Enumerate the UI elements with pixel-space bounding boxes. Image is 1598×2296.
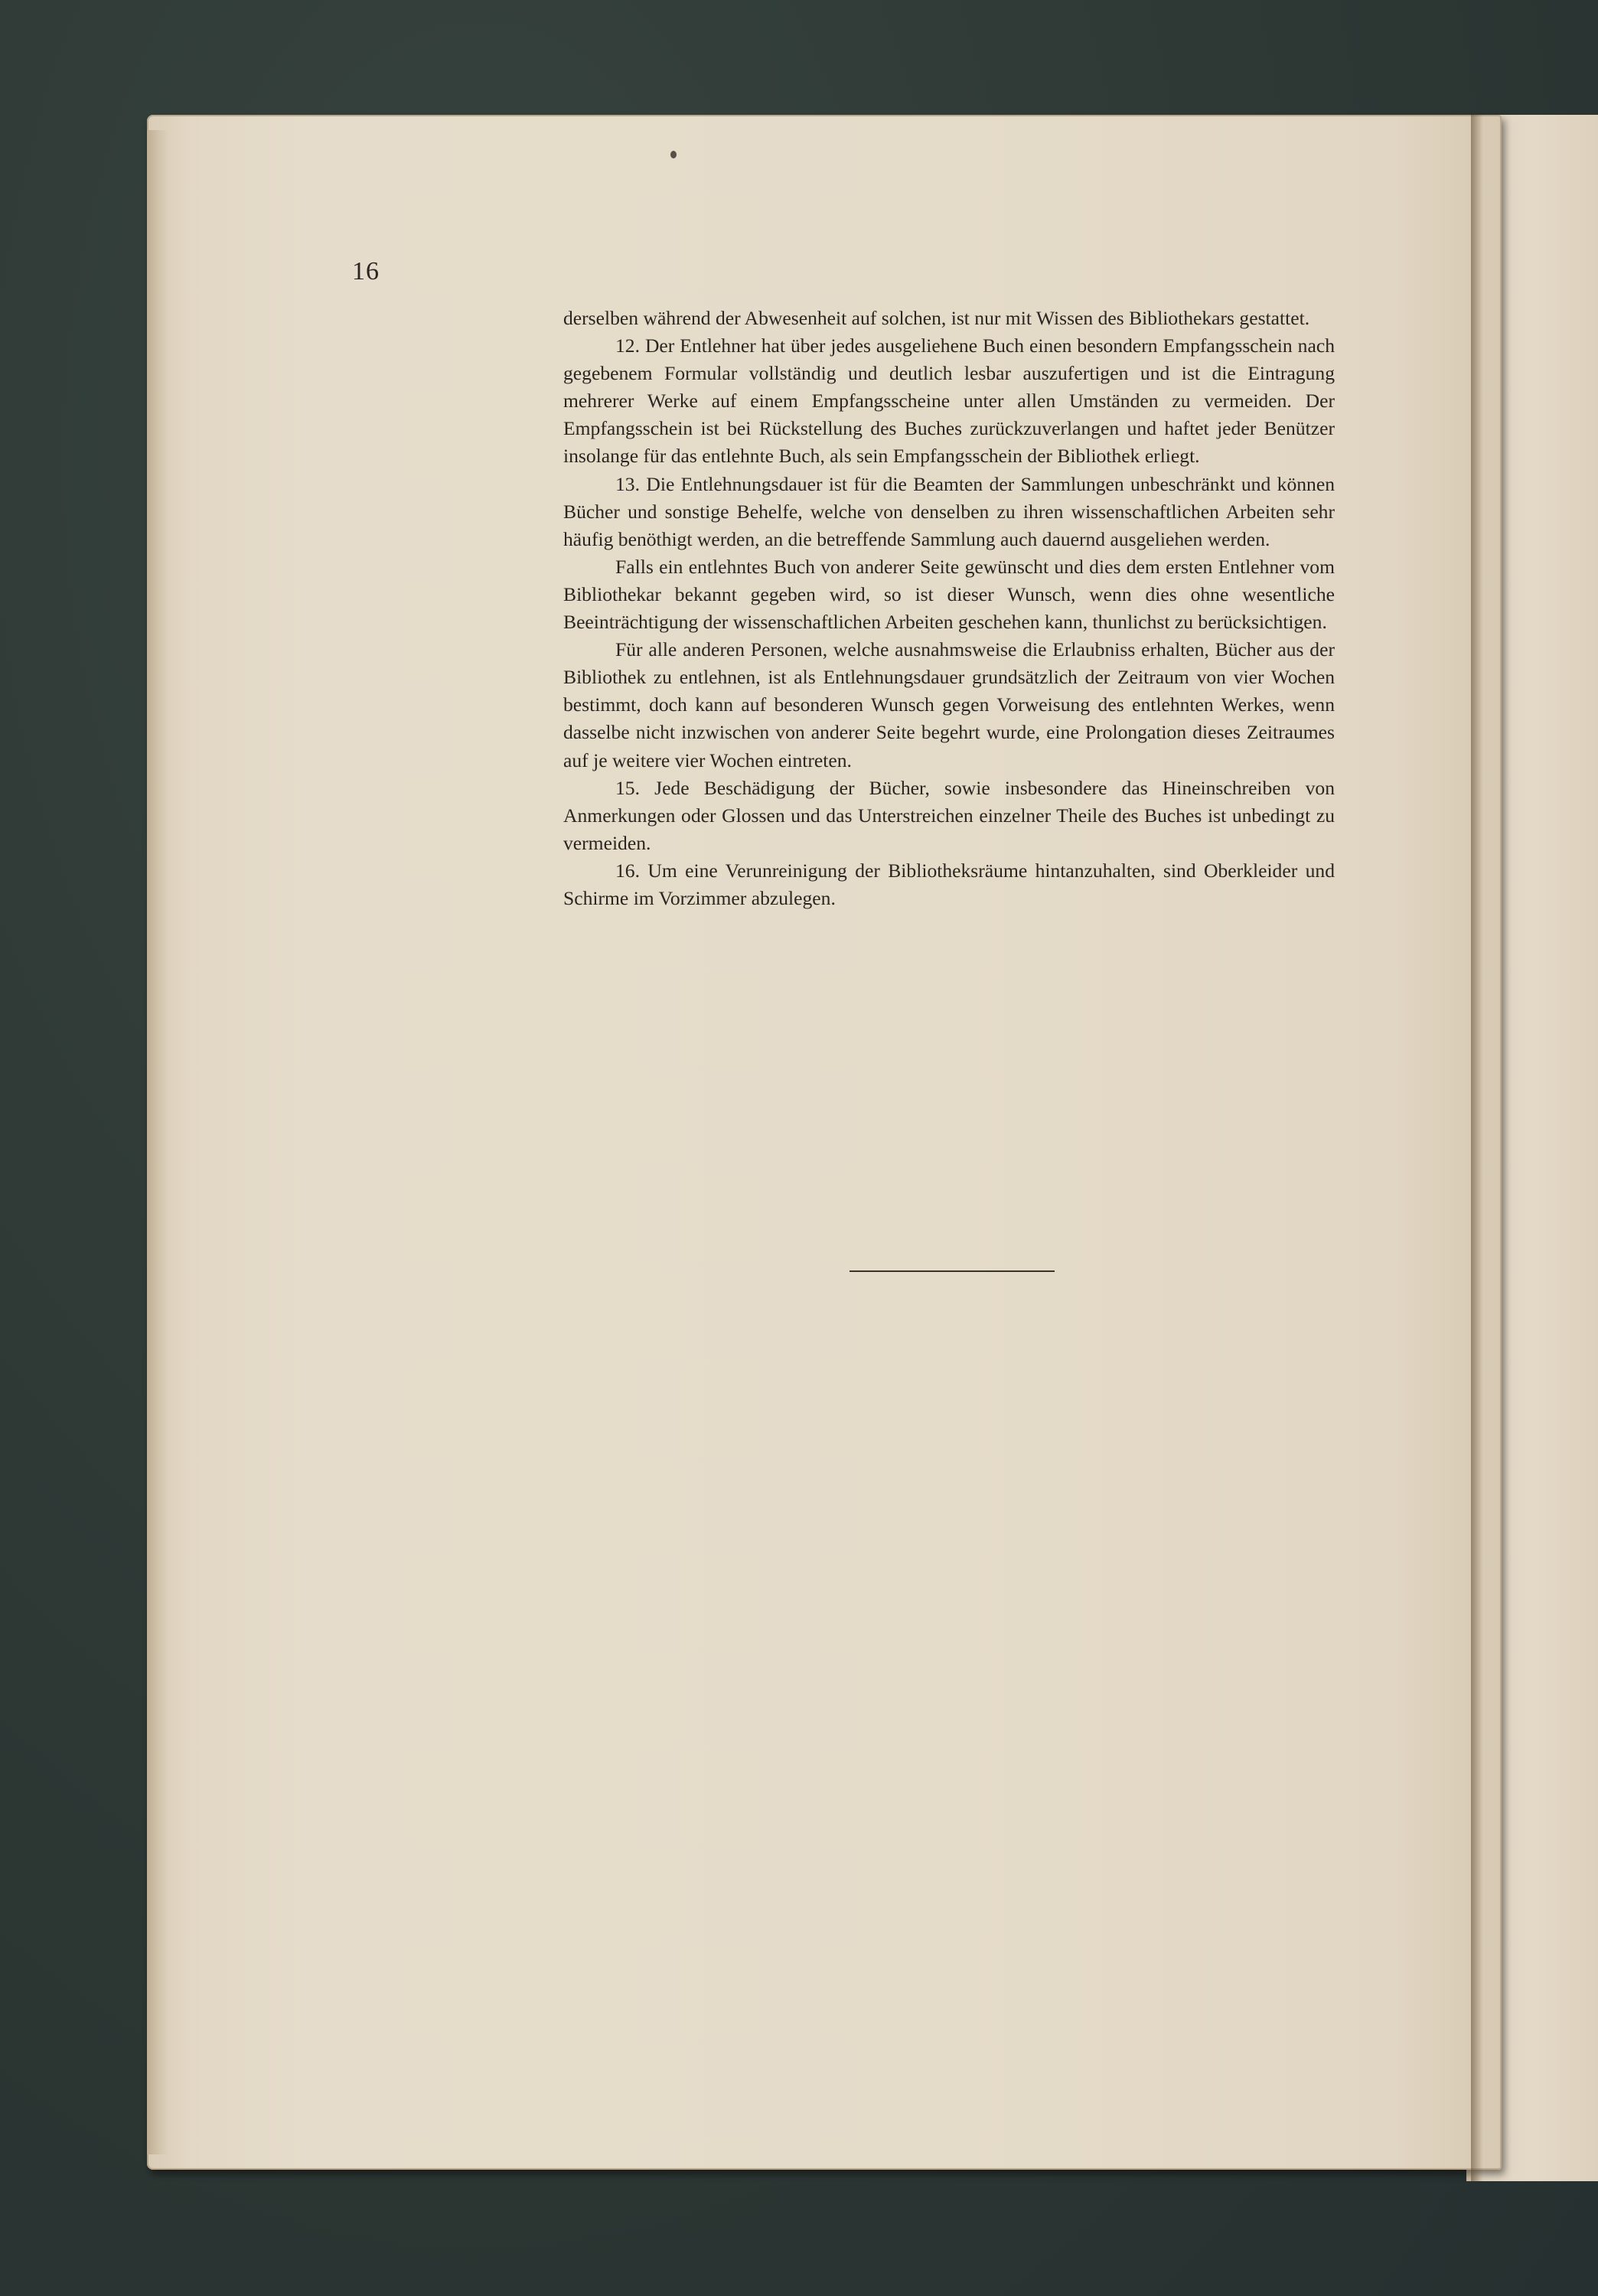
paragraph-13-second: Falls ein entlehntes Buch von anderer Seite gewünscht und dies dem ersten Entlehner vom Bibliothekar bekannt gegeben wird, so ist dieser Wunsch, wenn dies ohne wesentliche Beeinträchtigung der wissenschaftlichen Arbeiten geschehen kann, thunlichst zu berücksichtigen. (563, 555, 1335, 634)
paragraph-16: 16. Um eine Verunreinigung der Bibliotheksräume hintanzuhalten, sind Oberkleider und Schirme im Vorzimmer abzulegen. (563, 859, 1335, 909)
paragraph-12: 12. Der Entlehner hat über jedes ausgeliehene Buch einen besondern Empfangsschein nach gegebenem Formular vollständig und deutlich lesbar auszufertigen und ist die Eintragung mehrerer Werke auf einem Empfangsscheine unter allen Umständen zu vermeiden. Der Empfangsschein ist bei Rückstellung des Buches zurückzuverlangen und haftet jeder Benützer insolange für das entlehnte Buch, als sein Empfangsschein der Bibliothek erliegt. (563, 334, 1335, 468)
paragraph-15: 15. Jede Beschädigung der Bücher, sowie insbesondere das Hineinschreiben von Anmerkungen oder Glossen und das Unterstreichen einzelner Theile des Buches ist unbedingt zu vermeiden. (563, 776, 1335, 854)
paper-speck (670, 151, 677, 158)
paragraph-13-third: Für alle anderen Personen, welche ausnahmsweise die Erlaubniss erhalten, Bücher aus der Bibliothek zu entlehnen, ist als Entlehnungsdauer grundsätzlich der Zeitraum von vier Wochen bestimmt, doch kann auf besonderen Wunsch gegen Vorweisung des entlehnten Werkes, wenn dasselbe nicht inzwischen von anderer Seite begehrt wurde, eine Prolongation dieses Zeitraumes auf je weitere vier Wochen eintreten. (563, 638, 1335, 771)
page-number: 16 (352, 257, 380, 285)
closing-rule (850, 1270, 1055, 1272)
page-edge (147, 130, 168, 2154)
paragraph-13: 13. Die Entlehnungsdauer ist für die Beamten der Sammlungen unbeschränkt und können Bücher und sonstige Behelfe, welche von denselben zu ihren wissenschaftlichen Arbeiten sehr häufig benöthigt werden, an die betreffende Sammlung auch dauernd ausgeliehen werden. (563, 472, 1335, 550)
spine-shadow (1471, 115, 1483, 2181)
paragraph-continuation: derselben während der Abwesenheit auf solchen, ist nur mit Wissen des Bibliothekars gestattet. (563, 307, 1310, 329)
body-text (563, 305, 1335, 912)
